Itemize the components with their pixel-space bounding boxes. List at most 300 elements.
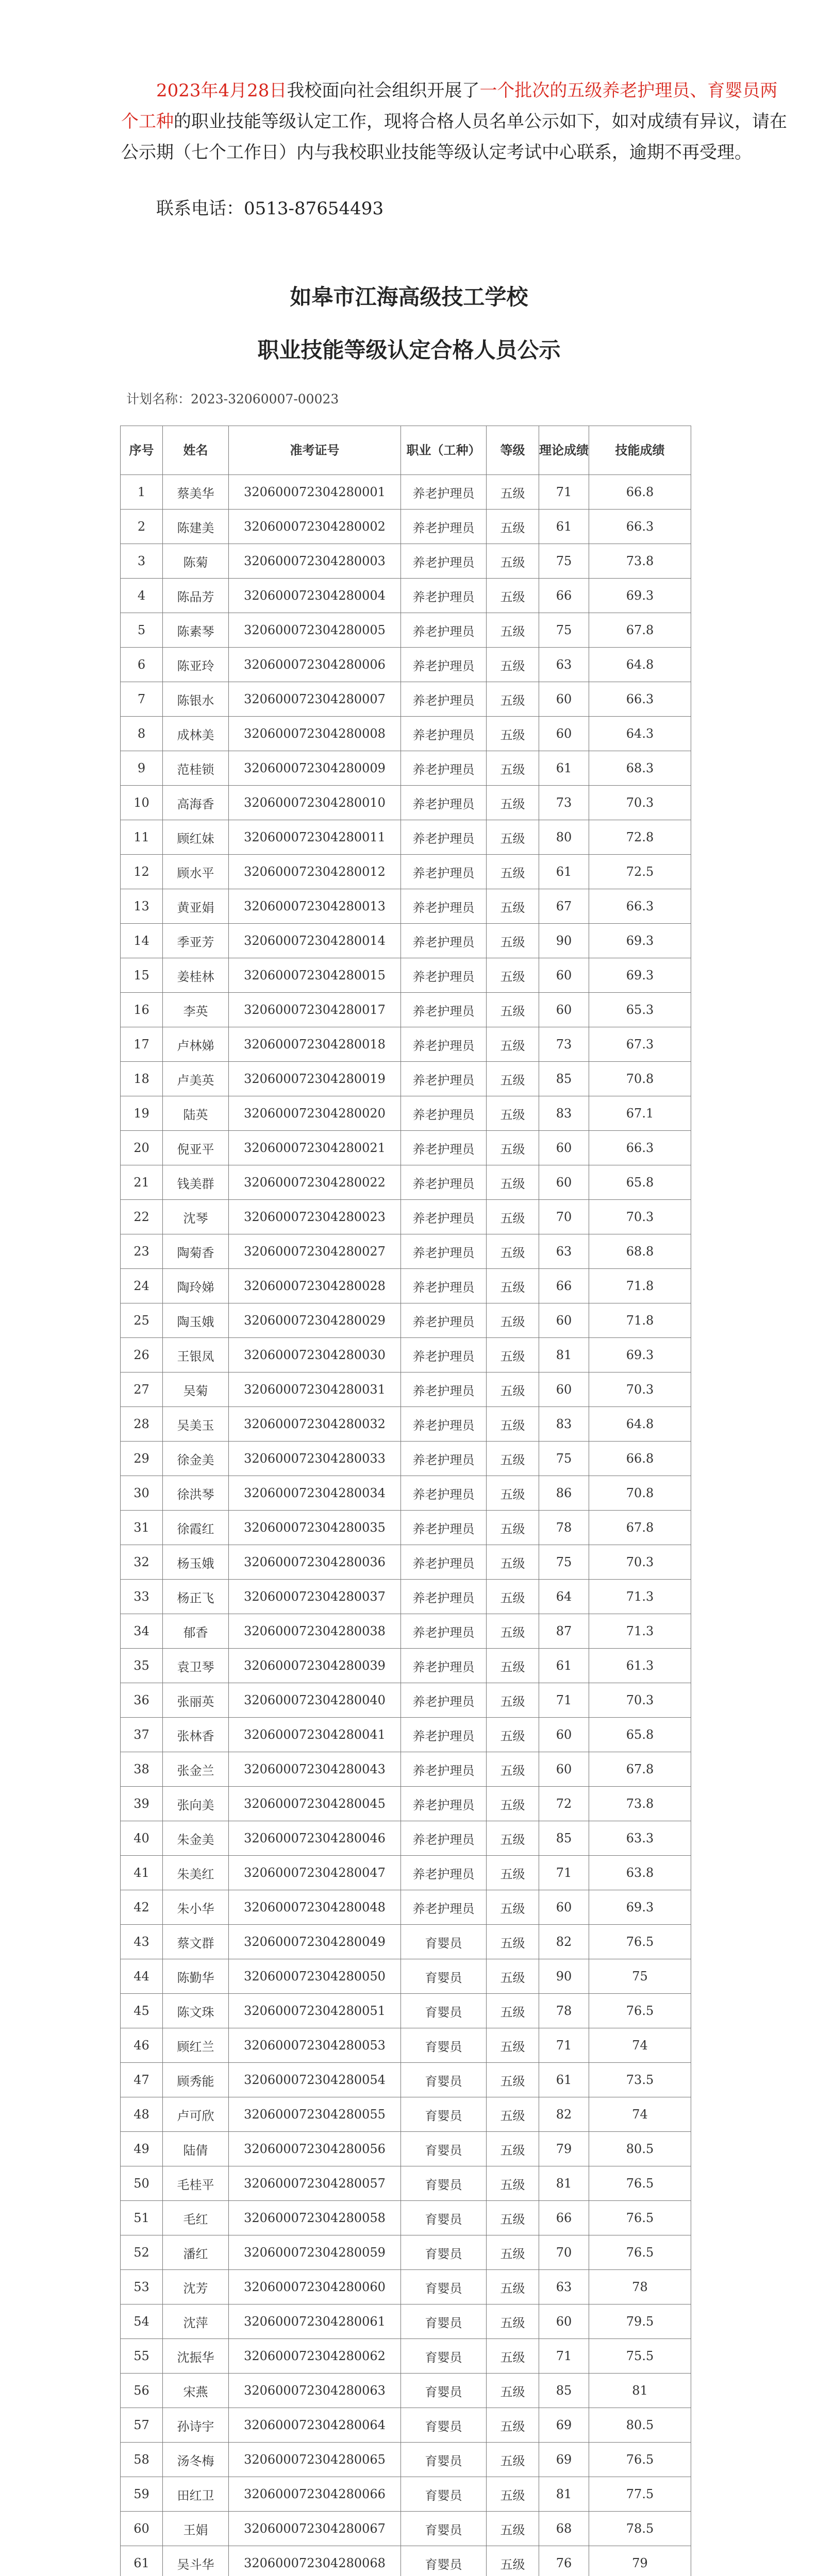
cell-job: 养老护理员 — [401, 1407, 487, 1442]
cell-skill: 67.1 — [589, 1096, 691, 1131]
cell-skill: 66.8 — [589, 1442, 691, 1476]
cell-skill: 73.8 — [589, 1787, 691, 1821]
cell-level: 五级 — [487, 924, 539, 958]
cell-job: 养老护理员 — [401, 1027, 487, 1062]
cell-no: 20 — [121, 1131, 163, 1165]
cell-job: 养老护理员 — [401, 1372, 487, 1407]
cell-no: 6 — [121, 648, 163, 682]
table-row — [121, 889, 691, 924]
cell-level: 五级 — [487, 889, 539, 924]
cell-name: 朱美红 — [163, 1856, 229, 1890]
cell-name: 卢美英 — [163, 1062, 229, 1096]
cell-name: 张林香 — [163, 1718, 229, 1752]
plan-name: 计划名称：2023-32060007-00023 — [126, 392, 339, 406]
cell-job: 育婴员 — [401, 2166, 487, 2201]
cell-level: 五级 — [487, 1545, 539, 1580]
cell-ticket: 320600072304280047 — [229, 1856, 401, 1890]
cell-skill: 80.5 — [589, 2132, 691, 2166]
table-row — [121, 958, 691, 993]
cell-level: 五级 — [487, 1925, 539, 1959]
cell-level: 五级 — [487, 2201, 539, 2235]
cell-theory: 83 — [539, 1407, 589, 1442]
cell-job: 育婴员 — [401, 2339, 487, 2374]
table-row — [121, 2270, 691, 2304]
cell-ticket: 320600072304280004 — [229, 579, 401, 613]
cell-skill: 71.3 — [589, 1580, 691, 1614]
cell-job: 养老护理员 — [401, 1200, 487, 1234]
cell-skill: 72.8 — [589, 820, 691, 855]
table-row — [121, 993, 691, 1027]
cell-name: 陈文珠 — [163, 1994, 229, 2028]
cell-no: 28 — [121, 1407, 163, 1442]
table-row — [121, 717, 691, 751]
cell-skill: 74 — [589, 2097, 691, 2132]
cell-name: 徐霞红 — [163, 1511, 229, 1545]
cell-skill: 73.5 — [589, 2063, 691, 2097]
cell-ticket: 320600072304280007 — [229, 682, 401, 717]
cell-ticket: 320600072304280006 — [229, 648, 401, 682]
cell-name: 陈建美 — [163, 510, 229, 544]
cell-level: 五级 — [487, 2235, 539, 2270]
cell-job: 育婴员 — [401, 2512, 487, 2546]
cell-name: 宋燕 — [163, 2374, 229, 2408]
cell-theory: 75 — [539, 1442, 589, 1476]
cell-ticket: 320600072304280056 — [229, 2132, 401, 2166]
cell-no: 44 — [121, 1959, 163, 1994]
cell-skill: 65.8 — [589, 1165, 691, 1200]
cell-theory: 68 — [539, 2512, 589, 2546]
table-row — [121, 1511, 691, 1545]
cell-theory: 60 — [539, 958, 589, 993]
cell-skill: 61.3 — [589, 1649, 691, 1683]
cell-skill: 70.3 — [589, 1372, 691, 1407]
cell-name: 吴斗华 — [163, 2546, 229, 2576]
cell-theory: 75 — [539, 1545, 589, 1580]
cell-name: 姜桂林 — [163, 958, 229, 993]
table-row — [121, 2063, 691, 2097]
cell-theory: 79 — [539, 2132, 589, 2166]
cell-level: 五级 — [487, 1027, 539, 1062]
cell-level: 五级 — [487, 958, 539, 993]
cell-level: 五级 — [487, 2028, 539, 2063]
school-name: 如皋市江海高级技工学校 — [290, 284, 528, 310]
cell-job: 育婴员 — [401, 2235, 487, 2270]
cell-theory: 69 — [539, 2408, 589, 2443]
cell-ticket: 320600072304280040 — [229, 1683, 401, 1718]
cell-skill: 69.3 — [589, 1890, 691, 1925]
cell-skill: 78 — [589, 2270, 691, 2304]
cell-theory: 63 — [539, 2270, 589, 2304]
cell-job: 养老护理员 — [401, 579, 487, 613]
cell-no: 13 — [121, 889, 163, 924]
cell-ticket: 320600072304280045 — [229, 1787, 401, 1821]
cell-no: 15 — [121, 958, 163, 993]
cell-job: 育婴员 — [401, 2132, 487, 2166]
cell-name: 汤冬梅 — [163, 2443, 229, 2477]
table-row — [121, 1821, 691, 1856]
cell-level: 五级 — [487, 1683, 539, 1718]
cell-job: 养老护理员 — [401, 1476, 487, 1511]
cell-job: 养老护理员 — [401, 1234, 487, 1269]
cell-job: 养老护理员 — [401, 1442, 487, 1476]
cell-theory: 78 — [539, 1511, 589, 1545]
cell-name: 沈芳 — [163, 2270, 229, 2304]
cell-name: 倪亚平 — [163, 1131, 229, 1165]
table-row — [121, 510, 691, 544]
cell-name: 孙诗宇 — [163, 2408, 229, 2443]
cell-name: 王银凤 — [163, 1338, 229, 1372]
cell-level: 五级 — [487, 1407, 539, 1442]
header-no: 序号 — [121, 426, 163, 475]
cell-no: 4 — [121, 579, 163, 613]
cell-ticket: 320600072304280062 — [229, 2339, 401, 2374]
cell-job: 育婴员 — [401, 2028, 487, 2063]
cell-no: 18 — [121, 1062, 163, 1096]
cell-ticket: 320600072304280012 — [229, 855, 401, 889]
cell-ticket: 320600072304280014 — [229, 924, 401, 958]
cell-level: 五级 — [487, 2304, 539, 2339]
cell-level: 五级 — [487, 1511, 539, 1545]
cell-ticket: 320600072304280031 — [229, 1372, 401, 1407]
cell-name: 黄亚娟 — [163, 889, 229, 924]
cell-level: 五级 — [487, 1476, 539, 1511]
cell-ticket: 320600072304280027 — [229, 1234, 401, 1269]
cell-no: 22 — [121, 1200, 163, 1234]
cell-no: 40 — [121, 1821, 163, 1856]
cell-name: 田红卫 — [163, 2477, 229, 2512]
cell-no: 27 — [121, 1372, 163, 1407]
header-name: 姓名 — [163, 426, 229, 475]
cell-skill: 70.3 — [589, 1200, 691, 1234]
cell-no: 52 — [121, 2235, 163, 2270]
cell-level: 五级 — [487, 1165, 539, 1200]
table-row — [121, 1856, 691, 1890]
cell-job: 养老护理员 — [401, 717, 487, 751]
cell-no: 59 — [121, 2477, 163, 2512]
cell-theory: 86 — [539, 1476, 589, 1511]
cell-job: 养老护理员 — [401, 889, 487, 924]
cell-level: 五级 — [487, 682, 539, 717]
cell-job: 育婴员 — [401, 1959, 487, 1994]
contact-phone: 联系电话：0513-87654493 — [156, 198, 384, 219]
cell-theory: 70 — [539, 1200, 589, 1234]
cell-no: 11 — [121, 820, 163, 855]
cell-no: 56 — [121, 2374, 163, 2408]
cell-ticket: 320600072304280035 — [229, 1511, 401, 1545]
cell-no: 25 — [121, 1303, 163, 1338]
table-row — [121, 1476, 691, 1511]
cell-skill: 67.8 — [589, 1511, 691, 1545]
cell-skill: 71.8 — [589, 1269, 691, 1303]
table-row — [121, 1614, 691, 1649]
cell-job: 养老护理员 — [401, 1856, 487, 1890]
cell-name: 朱小华 — [163, 1890, 229, 1925]
cell-ticket: 320600072304280003 — [229, 544, 401, 579]
cell-name: 陈银水 — [163, 682, 229, 717]
cell-theory: 73 — [539, 1027, 589, 1062]
cell-job: 育婴员 — [401, 2270, 487, 2304]
cell-theory: 66 — [539, 579, 589, 613]
cell-level: 五级 — [487, 1303, 539, 1338]
cell-ticket: 320600072304280008 — [229, 717, 401, 751]
cell-skill: 69.3 — [589, 579, 691, 613]
cell-no: 46 — [121, 2028, 163, 2063]
cell-skill: 69.3 — [589, 924, 691, 958]
table-row — [121, 2339, 691, 2374]
cell-theory: 60 — [539, 1718, 589, 1752]
table-row — [121, 544, 691, 579]
cell-theory: 82 — [539, 1925, 589, 1959]
cell-no: 39 — [121, 1787, 163, 1821]
cell-level: 五级 — [487, 579, 539, 613]
table-row — [121, 2304, 691, 2339]
cell-name: 范桂锁 — [163, 751, 229, 786]
cell-skill: 64.8 — [589, 648, 691, 682]
cell-name: 沈萍 — [163, 2304, 229, 2339]
cell-skill: 71.8 — [589, 1303, 691, 1338]
cell-name: 陈素琴 — [163, 613, 229, 648]
cell-no: 51 — [121, 2201, 163, 2235]
cell-level: 五级 — [487, 1372, 539, 1407]
table-row — [121, 1718, 691, 1752]
cell-job: 养老护理员 — [401, 1787, 487, 1821]
cell-ticket: 320600072304280051 — [229, 1994, 401, 2028]
cell-theory: 61 — [539, 510, 589, 544]
cell-skill: 79.5 — [589, 2304, 691, 2339]
cell-ticket: 320600072304280010 — [229, 786, 401, 820]
cell-level: 五级 — [487, 648, 539, 682]
cell-level: 五级 — [487, 544, 539, 579]
cell-name: 徐洪琴 — [163, 1476, 229, 1511]
cell-job: 育婴员 — [401, 2443, 487, 2477]
cell-theory: 73 — [539, 786, 589, 820]
cell-name: 陶玲娣 — [163, 1269, 229, 1303]
cell-theory: 60 — [539, 1131, 589, 1165]
cell-theory: 63 — [539, 648, 589, 682]
cell-level: 五级 — [487, 2408, 539, 2443]
cell-name: 卢林娣 — [163, 1027, 229, 1062]
cell-level: 五级 — [487, 1096, 539, 1131]
cell-theory: 72 — [539, 1787, 589, 1821]
cell-name: 杨正飞 — [163, 1580, 229, 1614]
header-job: 职业（工种） — [401, 426, 487, 475]
intro-text-1: 我校面向社会组织开展了 — [287, 80, 480, 101]
cell-skill: 66.8 — [589, 475, 691, 510]
cell-job: 养老护理员 — [401, 1649, 487, 1683]
table-row — [121, 1096, 691, 1131]
table-row — [121, 2512, 691, 2546]
cell-name: 杨玉娥 — [163, 1545, 229, 1580]
cell-name: 顾水平 — [163, 855, 229, 889]
cell-name: 潘红 — [163, 2235, 229, 2270]
cell-name: 陶菊香 — [163, 1234, 229, 1269]
table-row — [121, 1994, 691, 2028]
cell-no: 41 — [121, 1856, 163, 1890]
cell-no: 30 — [121, 1476, 163, 1511]
cell-skill: 78.5 — [589, 2512, 691, 2546]
cell-skill: 66.3 — [589, 682, 691, 717]
cell-ticket: 320600072304280015 — [229, 958, 401, 993]
cell-name: 卢可欣 — [163, 2097, 229, 2132]
cell-name: 顾红妹 — [163, 820, 229, 855]
cell-job: 养老护理员 — [401, 751, 487, 786]
cell-skill: 68.3 — [589, 751, 691, 786]
table-row — [121, 1372, 691, 1407]
cell-level: 五级 — [487, 751, 539, 786]
cell-name: 陈勤华 — [163, 1959, 229, 1994]
cell-no: 2 — [121, 510, 163, 544]
table-row — [121, 613, 691, 648]
cell-name: 吴菊 — [163, 1372, 229, 1407]
cell-job: 养老护理员 — [401, 1718, 487, 1752]
cell-theory: 75 — [539, 544, 589, 579]
cell-level: 五级 — [487, 1614, 539, 1649]
cell-level: 五级 — [487, 786, 539, 820]
cell-skill: 71.3 — [589, 1614, 691, 1649]
table-row — [121, 1027, 691, 1062]
table-row — [121, 1787, 691, 1821]
cell-job: 养老护理员 — [401, 1269, 487, 1303]
cell-skill: 67.8 — [589, 1752, 691, 1787]
cell-no: 37 — [121, 1718, 163, 1752]
cell-no: 33 — [121, 1580, 163, 1614]
table-row — [121, 855, 691, 889]
cell-no: 34 — [121, 1614, 163, 1649]
cell-no: 45 — [121, 1994, 163, 2028]
cell-no: 19 — [121, 1096, 163, 1131]
intro-batch: 一个批次的五级养老护理员、育婴员两个工种 — [121, 80, 778, 132]
table-row — [121, 2443, 691, 2477]
cell-name: 徐金美 — [163, 1442, 229, 1476]
cell-skill: 70.3 — [589, 786, 691, 820]
cell-level: 五级 — [487, 2443, 539, 2477]
cell-job: 养老护理员 — [401, 1890, 487, 1925]
cell-level: 五级 — [487, 993, 539, 1027]
cell-theory: 81 — [539, 2477, 589, 2512]
cell-no: 16 — [121, 993, 163, 1027]
cell-skill: 69.3 — [589, 1338, 691, 1372]
header-skill: 技能成绩 — [589, 426, 691, 475]
cell-job: 养老护理员 — [401, 1580, 487, 1614]
cell-level: 五级 — [487, 2512, 539, 2546]
cell-ticket: 320600072304280013 — [229, 889, 401, 924]
cell-ticket: 320600072304280009 — [229, 751, 401, 786]
cell-no: 3 — [121, 544, 163, 579]
cell-job: 养老护理员 — [401, 648, 487, 682]
cell-name: 蔡美华 — [163, 475, 229, 510]
table-row — [121, 1649, 691, 1683]
cell-skill: 63.8 — [589, 1856, 691, 1890]
cell-name: 钱美群 — [163, 1165, 229, 1200]
cell-job: 养老护理员 — [401, 510, 487, 544]
cell-skill: 70.3 — [589, 1683, 691, 1718]
cell-no: 1 — [121, 475, 163, 510]
cell-ticket: 320600072304280028 — [229, 1269, 401, 1303]
cell-level: 五级 — [487, 1649, 539, 1683]
table-row — [121, 1200, 691, 1234]
cell-theory: 81 — [539, 1338, 589, 1372]
cell-skill: 66.3 — [589, 510, 691, 544]
table-row — [121, 682, 691, 717]
cell-skill: 75.5 — [589, 2339, 691, 2374]
cell-skill: 65.8 — [589, 1718, 691, 1752]
cell-theory: 60 — [539, 1752, 589, 1787]
cell-level: 五级 — [487, 2339, 539, 2374]
cell-name: 李英 — [163, 993, 229, 1027]
table-row — [121, 1580, 691, 1614]
cell-skill: 64.8 — [589, 1407, 691, 1442]
cell-level: 五级 — [487, 1442, 539, 1476]
cell-skill: 76.5 — [589, 2235, 691, 2270]
cell-ticket: 320600072304280061 — [229, 2304, 401, 2339]
cell-skill: 67.3 — [589, 1027, 691, 1062]
cell-job: 养老护理员 — [401, 924, 487, 958]
cell-name: 蔡文群 — [163, 1925, 229, 1959]
intro-text-2: 的职业技能等级认定工作，现将合格人员名单公示如下，如对成绩有异议，请在公示期（七个工作日）内与我校职业技能等级认定考试中心联系，逾期不再受理。 — [121, 111, 787, 163]
cell-theory: 71 — [539, 2028, 589, 2063]
cell-ticket: 320600072304280063 — [229, 2374, 401, 2408]
cell-skill: 74 — [589, 2028, 691, 2063]
cell-no: 47 — [121, 2063, 163, 2097]
cell-theory: 61 — [539, 855, 589, 889]
cell-theory: 60 — [539, 1890, 589, 1925]
cell-level: 五级 — [487, 1890, 539, 1925]
cell-no: 55 — [121, 2339, 163, 2374]
table-row — [121, 1234, 691, 1269]
cell-skill: 73.8 — [589, 544, 691, 579]
table-row — [121, 786, 691, 820]
table-row — [121, 1407, 691, 1442]
cell-name: 陆倩 — [163, 2132, 229, 2166]
cell-ticket: 320600072304280058 — [229, 2201, 401, 2235]
cell-theory: 75 — [539, 613, 589, 648]
cell-level: 五级 — [487, 1269, 539, 1303]
cell-ticket: 320600072304280017 — [229, 993, 401, 1027]
cell-job: 养老护理员 — [401, 1096, 487, 1131]
table-row — [121, 2097, 691, 2132]
cell-name: 沈振华 — [163, 2339, 229, 2374]
cell-no: 38 — [121, 1752, 163, 1787]
cell-skill: 68.8 — [589, 1234, 691, 1269]
table-row — [121, 1925, 691, 1959]
cell-job: 育婴员 — [401, 1994, 487, 2028]
cell-theory: 87 — [539, 1614, 589, 1649]
cell-theory: 60 — [539, 1165, 589, 1200]
cell-name: 顾秀能 — [163, 2063, 229, 2097]
cell-level: 五级 — [487, 1062, 539, 1096]
cell-name: 张金兰 — [163, 1752, 229, 1787]
cell-skill: 64.3 — [589, 717, 691, 751]
table-row — [121, 2132, 691, 2166]
cell-level: 五级 — [487, 510, 539, 544]
cell-job: 育婴员 — [401, 2304, 487, 2339]
table-row — [121, 1545, 691, 1580]
cell-ticket: 320600072304280005 — [229, 613, 401, 648]
cell-job: 养老护理员 — [401, 1131, 487, 1165]
cell-theory: 61 — [539, 751, 589, 786]
cell-theory: 70 — [539, 2235, 589, 2270]
cell-job: 育婴员 — [401, 2201, 487, 2235]
cell-level: 五级 — [487, 2132, 539, 2166]
cell-level: 五级 — [487, 1131, 539, 1165]
cell-skill: 76.5 — [589, 2443, 691, 2477]
cell-name: 郁香 — [163, 1614, 229, 1649]
table-row — [121, 2408, 691, 2443]
table-row — [121, 579, 691, 613]
cell-skill: 79 — [589, 2546, 691, 2576]
cell-level: 五级 — [487, 1718, 539, 1752]
cell-name: 吴美玉 — [163, 1407, 229, 1442]
